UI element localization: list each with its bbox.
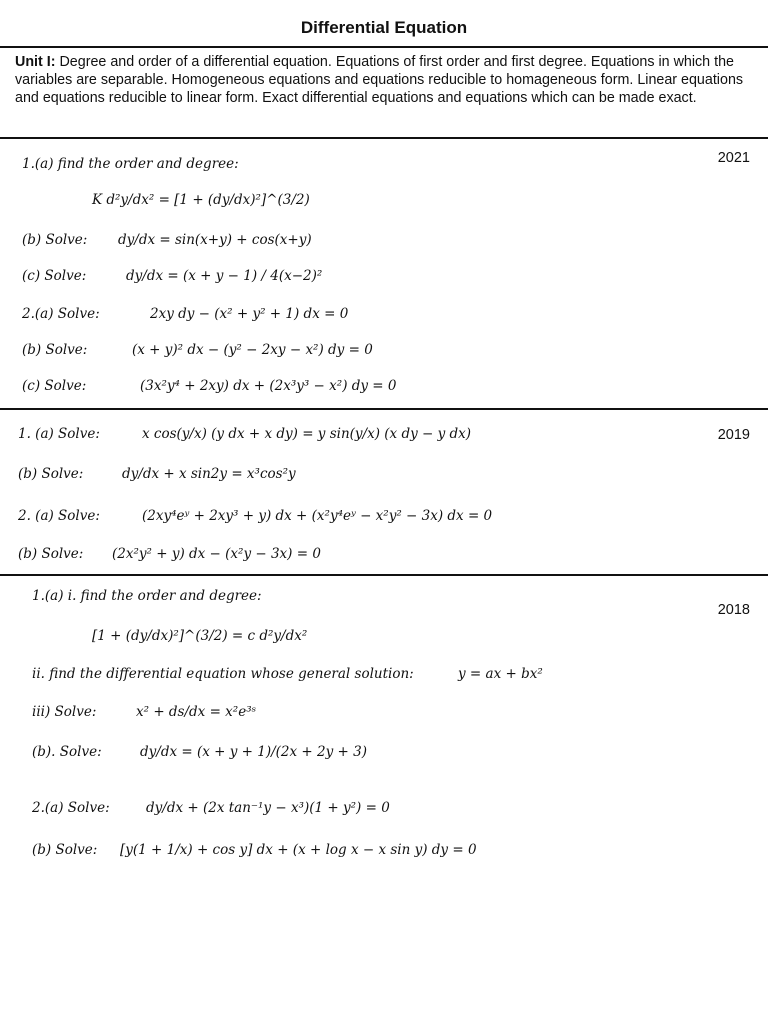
year-label: 2019 [717,427,750,443]
question-1b [18,466,296,482]
unit-label: Unit I: [15,54,56,70]
page-title: Differential Equation [300,18,468,37]
question-label: (b) Solve: [18,466,84,482]
equation-text: (2x²y² + y) dx − (x²y − 3x) = 0 [112,546,321,562]
question-2c [22,378,397,394]
divider [0,574,768,576]
question-label: 1.(a) i. find the order and degree: [32,588,262,604]
question-label: 1.(a) find the order and degree: [22,156,239,172]
question-label: 2.(a) Solve: [32,800,110,816]
question-1a [22,156,239,172]
question-label: iii) Solve: [32,704,97,720]
year-label: 2021 [717,150,750,166]
equation-text: [y(1 + 1/x) + cos y] dx + (x + log x − x sin y) dy = 0 [120,842,477,858]
equation-text: y = ax + bx² [458,666,543,682]
divider [0,46,768,48]
divider [0,137,768,139]
equation-text: 2xy dy − (x² + y² + 1) dx = 0 [150,306,349,322]
equation-text: K d²y/dx² = [1 + (dy/dx)²]^(3/2) [92,192,310,208]
question-label: 2.(a) Solve: [22,306,100,322]
question-2a [32,800,390,816]
equation-text: [1 + (dy/dx)²]^(3/2) = c d²y/dx² [92,628,308,644]
equation-text: (2xy⁴eʸ + 2xy³ + y) dx + (x²y⁴eʸ − x²y² − 3x) dx = 0 [142,508,493,524]
equation [92,192,310,208]
equation-text: x² + ds/dx = x²e³ˢ [136,704,257,720]
question-1a [32,588,262,604]
question-1b [32,744,367,760]
question-label: (c) Solve: [22,378,87,394]
divider [0,408,768,410]
question-2a [22,306,349,322]
equation-text: dy/dx = (x + y − 1) / 4(x−2)² [126,268,323,284]
question-label: 1. (a) Solve: [18,426,100,442]
question-1b [22,232,312,248]
question-2b [22,342,373,358]
question-label: ii. find the differential equation whose general solution: [32,666,414,682]
equation-text: dy/dx = sin(x+y) + cos(x+y) [118,232,312,248]
unit-text: Degree and order of a differential equation. Equations of first order and first degree. Equations in which the variables are separable. Homogeneous equations and equations reducible to homageneous form. Linear equations and equations reducible to linear form. Exact differential equations and equations which can be made exact. [15,54,744,106]
year-label: 2018 [717,602,750,618]
question-label: (b). Solve: [32,744,102,760]
equation-text: dy/dx = (x + y + 1)/(2x + 2y + 3) [140,744,367,760]
question-1a [18,426,472,442]
question-2a [18,508,493,524]
question-1a-iii [32,704,257,720]
question-label: 2. (a) Solve: [18,508,100,524]
question-1c [22,268,323,284]
question-label: (b) Solve: [18,546,84,562]
equation [92,628,307,644]
equation-text: dy/dx + x sin2y = x³cos²y [122,466,296,482]
equation-text: dy/dx + (2x tan⁻¹y − x³)(1 + y²) = 0 [146,800,390,816]
equation-text: x cos(y/x) (y dx + x dy) = y sin(y/x) (x dy − y dx) [142,426,472,442]
question-label: (b) Solve: [32,842,98,858]
question-1a-ii [32,666,543,682]
question-label: (b) Solve: [22,342,88,358]
question-label: (c) Solve: [22,268,87,284]
question-2b [32,842,477,858]
equation-text: (3x²y⁴ + 2xy) dx + (2x³y³ − x²) dy = 0 [140,378,397,394]
unit-description [15,53,755,107]
equation-text: (x + y)² dx − (y² − 2xy − x²) dy = 0 [132,342,373,358]
question-label: (b) Solve: [22,232,88,248]
question-2b [18,546,321,562]
